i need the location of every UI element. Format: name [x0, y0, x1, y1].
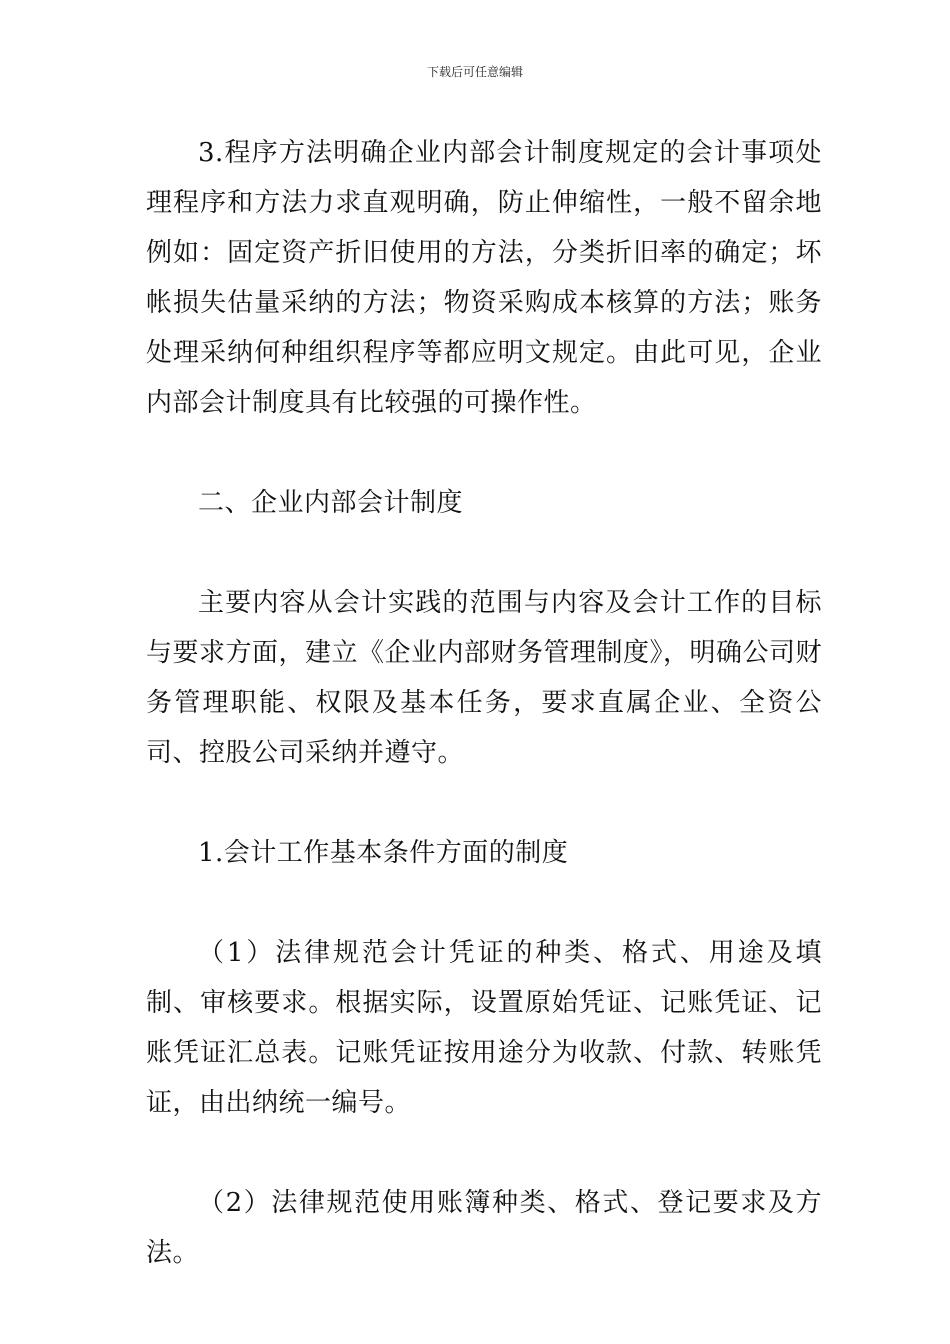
- page-header: 下载后可任意编辑: [426, 65, 523, 79]
- subsection-heading-basic-conditions: 1.会计工作基本条件方面的制度: [198, 838, 569, 868]
- paragraph-item-1-vouchers: （1）法律规范会计凭证的种类、格式、用途及填制、审核要求。根据实际，设置原始凭证、记账凭证、记账凭证汇总表。记账凭证按用途分为收款、付款、转账凭证，由出纳统一编号。: [146, 938, 822, 1118]
- paragraph-item-2-ledgers: （2）法律规范使用账簿种类、格式、登记要求及方法。: [146, 1188, 822, 1268]
- paragraph-procedure-methods: 3.程序方法明确企业内部会计制度规定的会计事项处理程序和方法力求直观明确，防止伸缩性，一般不留余地例如：固定资产折旧使用的方法，分类折旧率的确定；坏帐损失估量采纳的方法；物资采购成本核算的方法；账务处理采纳何种组织程序等都应明文规定。由此可见，企业内部会计制度具有比较强的可操作性。: [146, 138, 822, 418]
- document-body: [146, 128, 822, 1278]
- section-heading-internal-accounting-system: 二、企业内部会计制度: [198, 488, 464, 518]
- paragraph-main-content: 主要内容从会计实践的范围与内容及会计工作的目标与要求方面，建立《企业内部财务管理制度》，明确公司财务管理职能、权限及基本任务，要求直属企业、全资公司、控股公司采纳并遵守。: [146, 588, 823, 768]
